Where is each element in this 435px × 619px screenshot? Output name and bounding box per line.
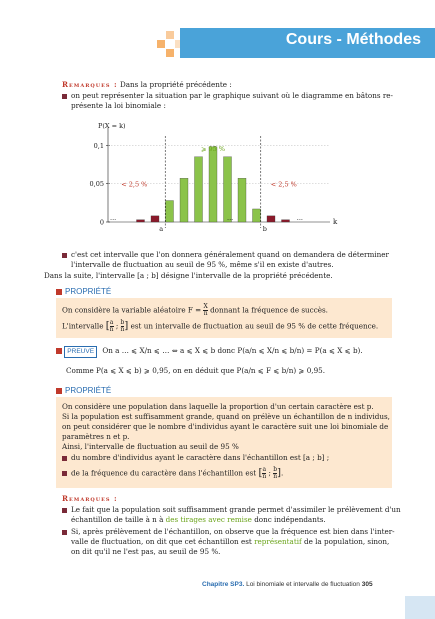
remarques-block-1: [62, 80, 232, 90]
propriete-2-bullet-2: de la fréquence du caractère dans l'échantillon est [ $\frac{a}{n}$ ; $\frac{b}{n}$ ].: [62, 467, 283, 480]
propriete-2-line-3: on peut considérer que le nombre d'individus ayant le caractère suit une loi binomiale de: [62, 422, 389, 431]
annotation-left: < 2,5 %: [121, 180, 148, 189]
bar-k-9: [253, 209, 261, 222]
remarque-bullet-1: on peut représenter la situation par le graphique suivant où le diagramme en bâtons re-: [62, 91, 393, 101]
page-header: [0, 0, 435, 68]
y-tick-label: 0: [99, 218, 104, 227]
propriete-2-line-2: Si la population est suffisamment grande, quand on prélève un échantillon de n individus,: [62, 412, 390, 421]
footer-title: Loi binomiale et intervalle de fluctuation: [246, 581, 360, 588]
propriete-heading-2: PROPRIÉTÉ: [56, 386, 111, 395]
y-tick-label: 0,05: [89, 180, 104, 189]
footer-bar: [405, 596, 435, 619]
bullet-icon: [62, 94, 67, 99]
header-deco-square: [157, 40, 165, 48]
label-a: a: [159, 225, 164, 233]
remarque-2-bullet-2: Si, après prélèvement de l'échantillon, on observe que la fréquence est bien dans l'inter-: [62, 527, 395, 537]
remarque-2-bullet-1-cont: échantillon de taille à n à des tirages avec remise donc indépendants.: [71, 515, 326, 524]
propriete-2-line-1: On considère une population dans laquelle la proportion d'un certain caractère est p.: [62, 402, 374, 411]
preuve-line-2: Comme P(a ⩽ X ⩽ b) ⩾ 0,95, on en déduit que P(a/n ⩽ F ⩽ b/n) ⩾ 0,95.: [66, 366, 326, 375]
label-b: b: [262, 225, 267, 233]
annotation-middle: ⩾ 95 %: [201, 145, 226, 153]
footer-chapter: Chapitre SP3.: [202, 581, 245, 588]
header-deco-square: [166, 49, 174, 57]
bar-k-2: [151, 216, 159, 222]
bullet-icon: [62, 530, 67, 535]
square-icon: [56, 289, 62, 295]
remarque-bullet-2-cont: l'intervalle de fluctuation au seuil de 95 %, même s'il en existe d'autres.: [71, 260, 334, 269]
after-chart-text: Dans la suite, l'intervalle [a ; b] désigne l'intervalle de la propriété précédente.: [44, 271, 333, 280]
bullet-icon: [62, 471, 67, 476]
bar-k-3: [166, 201, 174, 222]
bar-k-5: [195, 157, 203, 222]
propriete-2-bullet-1: du nombre d'individus ayant le caractère dans l'échantillon est [a ; b] ;: [62, 453, 329, 463]
remarque-2-bullet-2-cont: valle de fluctuation, on dit que cet échantillon est représentatif de la population, sinon,: [71, 537, 390, 546]
bullet-icon: [62, 253, 67, 258]
bar-k-6: [209, 147, 217, 222]
remarques-title: Remarques :: [62, 80, 118, 89]
dots-left: ...: [110, 214, 117, 222]
bar-k-4: [180, 178, 188, 222]
fraction-x-over-n: $\frac{X}{n}$: [203, 303, 208, 317]
bar-k-7: [224, 157, 232, 222]
preuve-text-1: On a … ⩽ X/n ⩽ … ⇔ a ⩽ X ⩽ b donc P(a/n ⩽ X/n ⩽ b/n) = P(a ⩽ X ⩽ b).: [102, 346, 363, 355]
remarque-2-bullet-2-cont-2: on dit qu'il ne l'est pas, au seuil de 95 %.: [71, 547, 221, 556]
propriete-heading-1: PROPRIÉTÉ: [56, 287, 111, 296]
bullet-icon: [62, 508, 67, 513]
remarques-intro: Dans la propriété précédente :: [119, 80, 232, 89]
propriete-2-line-5: Ainsi, l'intervalle de fluctuation au seuil de 95 %: [62, 442, 239, 451]
remarque-bullet-1-cont: présente la loi binomiale :: [71, 101, 166, 110]
y-tick-label: 0,1: [93, 141, 104, 150]
remarque-2-bullet-1: Le fait que la population soit suffisamment grande permet d'assimiler le prélèvement d'un: [62, 505, 401, 515]
propriete-2-line-4: paramètres n et p.: [62, 432, 130, 441]
bar-k-1: [137, 220, 145, 222]
remarques-title-2: Remarques :: [62, 494, 118, 503]
page-number: 305: [361, 581, 373, 588]
propriete-1-line-1: On considère la variable aléatoire F = $\frac{X}{n}$ donnant la fréquence de succès.: [62, 303, 328, 317]
page-title: Cours - Méthodes: [285, 31, 421, 48]
y-axis-label: P(X = k): [98, 122, 126, 130]
remarque-bullet-2: c'est cet intervalle que l'on donnera généralement quand on demandera de déterminer: [62, 250, 389, 260]
preuve-line-1: [56, 346, 363, 358]
square-icon: [56, 388, 62, 394]
bar-k-11: [282, 220, 290, 222]
propriete-1-line-2: L'intervalle [ $\frac{a}{n}$ ; $\frac{b}{n}$ ] est un intervalle de fluctuation au seuil de 95 % de cette fréquence.: [62, 319, 379, 333]
x-axis-label: k: [333, 218, 338, 226]
dots-right: ...: [296, 214, 303, 222]
bar-k-8: [238, 178, 246, 222]
binomial-bar-chart: [80, 120, 350, 240]
page-footer: [202, 581, 373, 588]
preuve-label: PREUVE: [64, 346, 97, 358]
annotation-right: < 2,5 %: [270, 180, 297, 189]
dots-middle: ...: [227, 214, 234, 222]
bar-k-10: [267, 216, 275, 222]
header-deco-square: [166, 31, 174, 39]
bullet-icon: [62, 456, 67, 461]
preuve-icon: [56, 348, 62, 354]
